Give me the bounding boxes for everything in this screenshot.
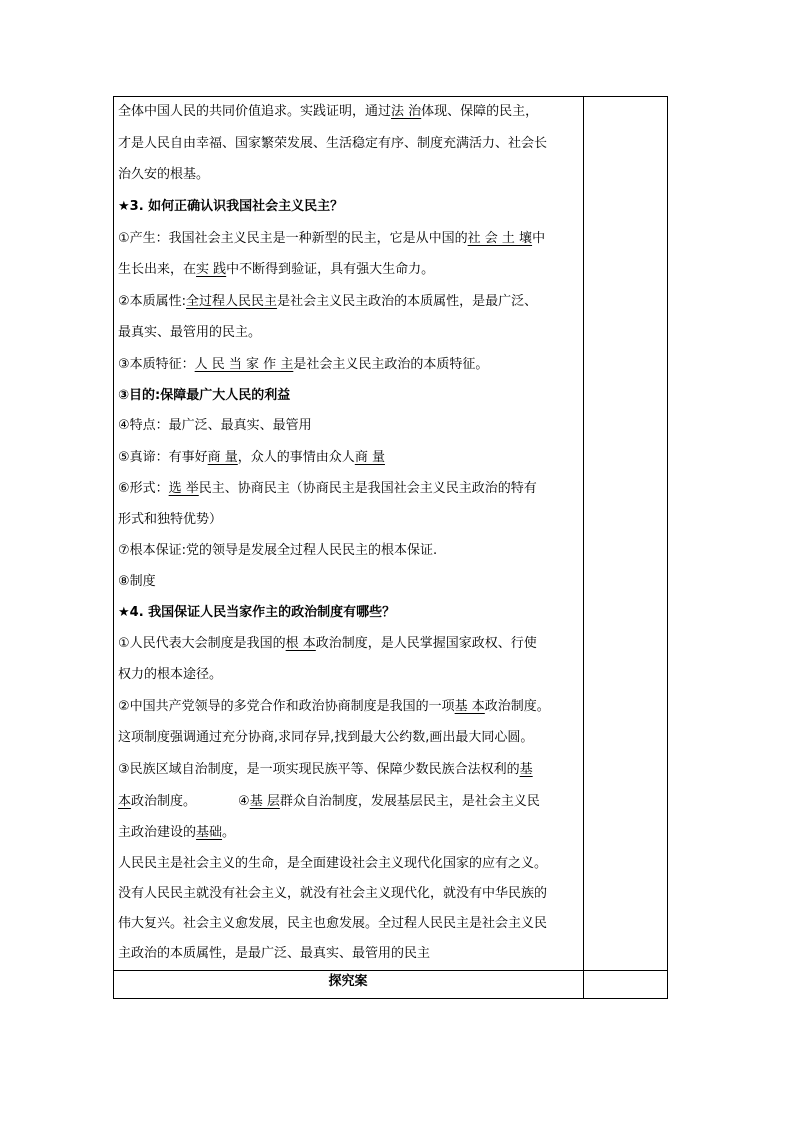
text-line: ⑤真谛：有事好商 量，众人的事情由众人商 量 (118, 450, 385, 465)
text-line: ④特点：最广泛、最真实、最管用 (118, 418, 312, 433)
text-line: ③民族区域自治制度，是一项实现民族平等、保障少数民族合法权利的基 (118, 762, 533, 777)
text-line: ②本质属性:全过程人民民主是社会主义民主政治的本质属性，是最广泛、 (118, 294, 538, 309)
text-line: 最真实、最管用的民主。 (118, 325, 262, 340)
text-line: 生长出来，在实 践中不断得到验证，具有强大生命力。 (118, 262, 435, 277)
text-line: 人民民主是社会主义的生命，是全面建设社会主义现代化国家的应有之义。 (118, 856, 548, 871)
text-line: 伟大复兴。社会主义愈发展，民主也愈发展。全过程人民民主是社会主义民 (118, 916, 548, 931)
explore-section-title: 探究案 (328, 974, 368, 989)
column-divider (583, 96, 584, 999)
text-line: ③本质特征：人 民 当 家 作 主是社会主义民主政治的本质特征。 (118, 357, 489, 372)
section-heading: ★3. 如何正确认识我国社会主义民主？ (118, 199, 344, 214)
text-line: ⑥形式：选 举民主、协商民主（协商民主是我国社会主义民主政治的特有 (118, 481, 537, 496)
text-line: 全体中国人民的共同价值追求。实践证明，通过法 治体现、保障的民主， (118, 104, 539, 119)
text-line: 这项制度强调通过充分协商,求同存异,找到最大公约数,画出最大同心圆。 (118, 730, 534, 745)
text-line: ①人民代表大会制度是我国的根 本政治制度，是人民掌握国家政权、行使 (118, 636, 537, 651)
row-divider (113, 970, 668, 971)
text-line: ②中国共产党领导的多党合作和政治协商制度是我国的一项基 本政治制度。 (118, 699, 550, 714)
text-line: 本政治制度。 ④基 层群众自治制度，发展基层民主，是社会主义民 (118, 794, 540, 809)
text-line: 形式和独特优势） (118, 512, 223, 527)
text-line: 才是人民自由幸福、国家繁荣发展、生活稳定有序、制度充满活力、社会长 (118, 136, 548, 151)
text-line: ⑧制度 (118, 574, 156, 589)
section-heading: ★4. 我国保证人民当家作主的政治制度有哪些？ (118, 605, 396, 620)
text-line: 没有人民民主就没有社会主义，就没有社会主义现代化，就没有中华民族的 (118, 886, 548, 901)
text-line: ①产生：我国社会主义民主是一种新型的民主，它是从中国的社 会 土 壤中 (118, 231, 546, 246)
text-line: ③目的:保障最广大人民的利益 (118, 388, 291, 403)
text-line: 主政治建设的基础。 (118, 825, 236, 840)
text-line: 主政治的本质属性，是最广泛、最真实、最管用的民主 (118, 946, 431, 961)
text-line: 权力的根本途径。 (118, 667, 223, 682)
text-line: 治久安的根基。 (118, 167, 210, 182)
text-line: ⑦根本保证:党的领导是发展全过程人民民主的根本保证. (118, 543, 438, 558)
